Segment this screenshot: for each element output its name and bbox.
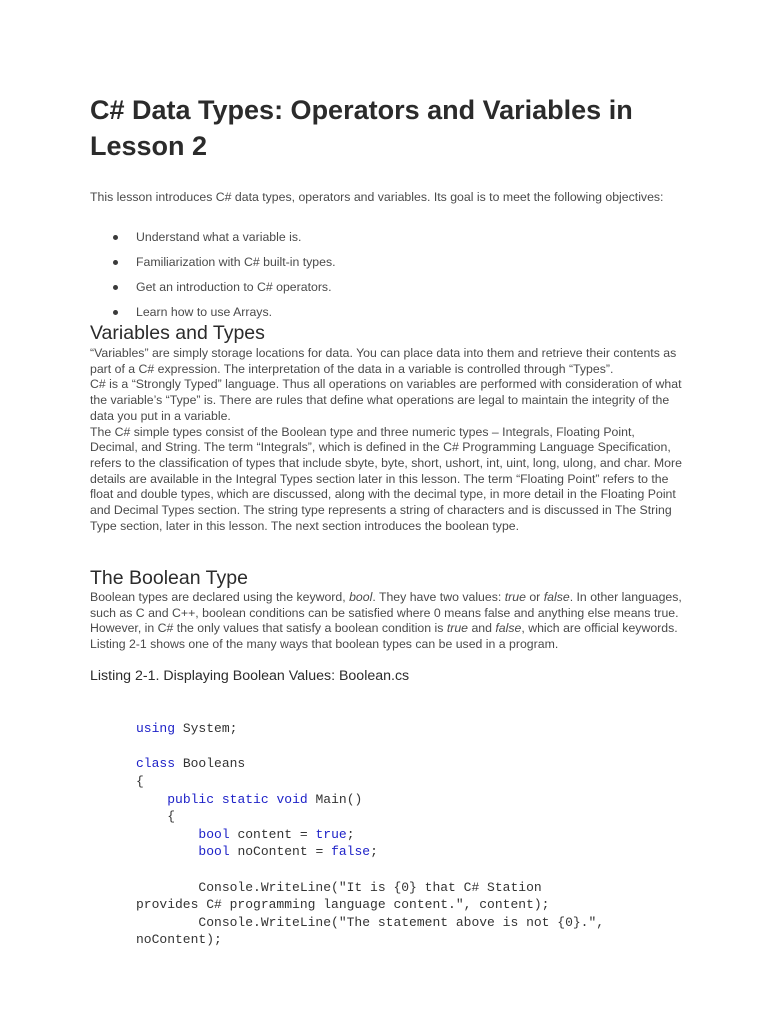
code-line	[136, 896, 690, 914]
code-lines	[136, 720, 690, 949]
code-line	[136, 755, 690, 773]
code-keyword: static	[221, 791, 269, 807]
code-line	[136, 720, 690, 738]
bullet-icon	[113, 285, 118, 290]
list-item	[90, 229, 680, 254]
code-text: content =	[229, 826, 316, 842]
code-text: ;	[370, 844, 378, 860]
list-item	[90, 279, 680, 304]
code-text: Main()	[307, 791, 363, 807]
code-line	[136, 861, 690, 879]
code-keyword: false	[331, 844, 371, 860]
keyword-italic: false	[543, 590, 570, 604]
code-line	[136, 914, 690, 932]
variables-paragraph: “Variables” are simply storage locations for data. You can place data into them and retrieve their contents as part of a C# expression. The interpretation of the data in a variable is controlled through “Types”.	[90, 346, 677, 376]
code-keyword: class	[136, 756, 176, 772]
variables-section-body	[90, 346, 682, 534]
code-line	[136, 931, 690, 949]
code-text: {	[136, 773, 144, 789]
bullet-icon	[113, 235, 118, 240]
text-run: . In other languages, such as C and C++, boolean conditions can be satisfied where 0 means false and anything else means true. However, in C# the only values that satisfy a boolean condition is	[90, 590, 682, 636]
text-run: and	[468, 621, 496, 636]
code-text	[136, 792, 167, 807]
text-run: or	[525, 590, 544, 604]
objective-text: Get an introduction to C# operators.	[136, 280, 332, 294]
keyword-italic: bool	[349, 590, 373, 604]
code-text: noContent =	[229, 844, 332, 860]
code-text: ;	[346, 826, 355, 842]
bullet-icon	[113, 310, 118, 315]
boolean-section-body	[90, 590, 682, 653]
code-text: Console.WriteLine("It is {0} that C# Station	[136, 879, 542, 895]
code-text: Booleans	[175, 756, 246, 772]
code-keyword: bool	[198, 844, 230, 860]
list-item	[90, 254, 680, 279]
code-line	[136, 879, 690, 897]
listing-caption: Listing 2-1. Displaying Boolean Values: Boolean.cs	[90, 668, 410, 684]
text-run: , which are official keywords. Listing 2-1 shows one of the many ways that boolean types can be used in a program.	[90, 621, 678, 652]
code-line	[136, 791, 690, 809]
boolean-paragraph	[90, 590, 682, 653]
objective-text: Understand what a variable is.	[136, 230, 302, 244]
code-text: noContent);	[136, 932, 222, 948]
code-line	[136, 738, 690, 756]
code-text: System;	[175, 721, 238, 737]
code-text: Console.WriteLine("The statement above is not {0}.",	[136, 914, 605, 930]
code-keyword: using	[136, 721, 176, 737]
keyword-italic: true	[446, 621, 469, 636]
code-line	[136, 773, 690, 791]
variables-paragraph: The C# simple types consist of the Boolean type and three numeric types – Integrals, Floating Point, Decimal, and String. The term “Integrals”, which is defined in the C# Programming Language Specification, refers to the classification of types that include sbyte, byte, short, ushort, int, uint, long, ulong, and char. More details are available in the Integral Types section later in this lesson. The term “Floating Point” refers to the float and double types, which are discussed, along with the decimal type, in more detail in the Floating Point and Decimal Types section. The string type represents a string of characters and is discussed in The String Type section, later in this lesson. The next section introduces the boolean type.	[90, 424, 682, 533]
code-keyword: void	[276, 791, 308, 807]
intro-paragraph: This lesson introduces C# data types, operators and variables. Its goal is to meet the following objectives:	[90, 190, 664, 204]
code-text	[136, 827, 198, 842]
text-run: . They have two values:	[372, 590, 505, 604]
objectives-list	[90, 229, 680, 329]
text-run: Boolean types are declared using the keyword,	[90, 590, 350, 604]
code-text: provides C# programming language content.", content);	[136, 897, 550, 913]
bullet-icon	[113, 260, 118, 265]
objective-text: Learn how to use Arrays.	[136, 305, 273, 319]
code-listing	[90, 685, 690, 984]
section-heading-boolean: The Boolean Type	[90, 567, 248, 589]
code-text	[214, 792, 222, 807]
code-text	[136, 844, 198, 859]
code-keyword: true	[315, 826, 347, 842]
page-title: C# Data Types: Operators and Variables in Lesson 2	[90, 95, 633, 161]
section-heading-variables: Variables and Types	[90, 322, 265, 344]
code-line	[136, 826, 690, 844]
code-line	[136, 843, 690, 861]
code-keyword: bool	[198, 826, 230, 842]
code-text: {	[136, 809, 176, 825]
keyword-italic: true	[504, 590, 526, 604]
code-keyword: public	[167, 791, 215, 807]
keyword-italic: false	[495, 621, 522, 636]
objective-text: Familiarization with C# built-in types.	[136, 255, 336, 269]
code-line	[136, 808, 690, 826]
variables-paragraph: C# is a “Strongly Typed” language. Thus all operations on variables are performed with consideration of what the variable’s “Type” is. There are rules that define what operations are legal to maintain the integrity of the data you put in a variable.	[90, 377, 682, 423]
